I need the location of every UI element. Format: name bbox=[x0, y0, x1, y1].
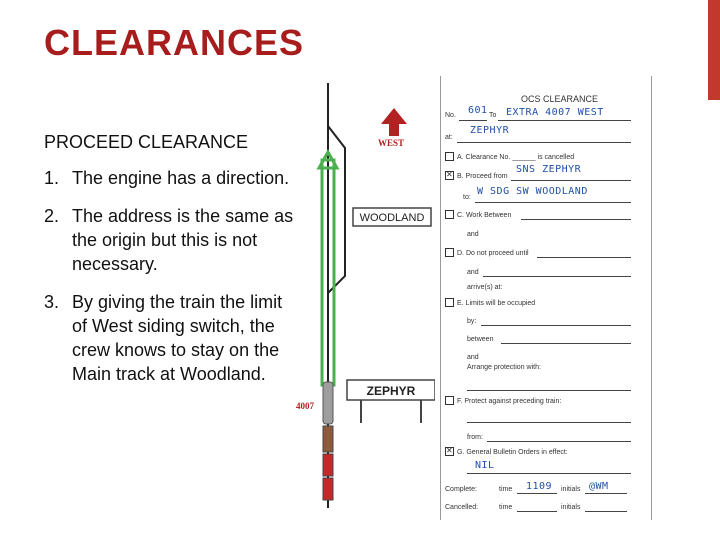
arrive-label: arrive(s) at: bbox=[467, 284, 503, 291]
cancel-initials-line bbox=[585, 511, 627, 512]
item-a-text: A. Clearance No. ______ is cancelled bbox=[457, 154, 575, 161]
train-car bbox=[323, 478, 333, 500]
woodland-sign-label: WOODLAND bbox=[359, 212, 425, 224]
list-item-text: By giving the train the limit of West siding switch, the crew knows to stay on the Main track at Woodland. bbox=[72, 292, 283, 384]
item-b-line bbox=[511, 180, 631, 181]
list-item-number: 1. bbox=[44, 168, 60, 188]
cancel-time-line bbox=[517, 511, 557, 512]
complete-initials-line bbox=[585, 493, 627, 494]
cancelled-label: Cancelled: bbox=[445, 504, 479, 511]
by-line bbox=[481, 325, 631, 326]
train-car bbox=[323, 426, 333, 452]
proceed-from-value: SNS ZEPHYR bbox=[516, 164, 582, 175]
list-item-text: The address is the same as the origin but this is not necessary. bbox=[72, 206, 294, 274]
complete-label: Complete: bbox=[445, 486, 477, 493]
west-label: WEST bbox=[378, 138, 405, 148]
complete-initials: @WM bbox=[589, 481, 609, 492]
clearance-form bbox=[440, 76, 652, 520]
item-d-text: D. Do not proceed until bbox=[457, 250, 529, 257]
list-item bbox=[44, 290, 294, 386]
cancel-time-label: time bbox=[499, 504, 513, 511]
cancel-initials-label: initials bbox=[561, 504, 581, 511]
accent-bar bbox=[708, 0, 720, 100]
bulletin-line bbox=[467, 473, 631, 474]
from-label: from: bbox=[467, 434, 483, 441]
form-header: OCS CLEARANCE bbox=[521, 94, 599, 104]
checkbox-c[interactable] bbox=[445, 210, 454, 219]
checkbox-b[interactable] bbox=[445, 171, 454, 180]
list-item-number: 3. bbox=[44, 292, 60, 312]
at-value: ZEPHYR bbox=[470, 125, 510, 136]
and-label: and bbox=[467, 231, 479, 238]
item-d-line bbox=[537, 257, 631, 258]
no-label: No. bbox=[445, 112, 456, 119]
checkbox-d[interactable] bbox=[445, 248, 454, 257]
and-label: and bbox=[467, 354, 479, 361]
list-item bbox=[44, 204, 294, 276]
item-c-text: C. Work Between bbox=[457, 212, 512, 219]
by-label: by: bbox=[467, 318, 477, 325]
bulletin-nil: NIL bbox=[475, 460, 495, 471]
between-label: between bbox=[467, 336, 494, 343]
to-line bbox=[498, 120, 631, 121]
list-item bbox=[44, 166, 294, 190]
checkbox-g[interactable] bbox=[445, 447, 454, 456]
track-diagram bbox=[295, 78, 435, 518]
slide-title: CLEARANCES bbox=[44, 22, 305, 63]
complete-time: 1109 bbox=[526, 481, 553, 492]
locomotive bbox=[323, 382, 333, 424]
zephyr-sign-label: ZEPHYR bbox=[366, 384, 416, 398]
list-item-number: 2. bbox=[44, 206, 60, 226]
points-list bbox=[44, 166, 294, 400]
to2-label: to: bbox=[463, 194, 471, 201]
list-item-text: The engine has a direction. bbox=[72, 168, 290, 188]
arrange-label: Arrange protection with: bbox=[467, 364, 541, 371]
and-line bbox=[483, 276, 631, 277]
arrange-line bbox=[467, 390, 631, 391]
item-b-text: B. Proceed from bbox=[457, 173, 508, 180]
at-label: at: bbox=[445, 134, 453, 141]
complete-time-label: time bbox=[499, 486, 513, 493]
complete-time-line bbox=[517, 493, 557, 494]
checkbox-f[interactable] bbox=[445, 396, 454, 405]
and-label: and bbox=[467, 269, 479, 276]
from-line bbox=[487, 441, 631, 442]
item-f-text: F. Protect against preceding train: bbox=[457, 398, 562, 405]
item-e-text: E. Limits will be occupied bbox=[457, 300, 536, 307]
item-g-text: G. General Bulletin Orders in effect: bbox=[457, 449, 568, 456]
checkbox-a[interactable] bbox=[445, 152, 454, 161]
no-line bbox=[459, 120, 487, 121]
siding-track bbox=[328, 126, 345, 293]
to2-line bbox=[475, 202, 631, 203]
train-car bbox=[323, 454, 333, 476]
item-c-line bbox=[521, 219, 631, 220]
to-value: EXTRA 4007 WEST bbox=[506, 107, 604, 118]
between-line bbox=[501, 343, 631, 344]
west-arrow-icon bbox=[381, 108, 407, 136]
at-line bbox=[457, 142, 631, 143]
proceed-to-value: W SDG SW WOODLAND bbox=[477, 186, 588, 197]
slide-subheading: PROCEED CLEARANCE bbox=[44, 132, 249, 152]
to-label: To bbox=[489, 112, 497, 119]
item-f-line bbox=[467, 422, 631, 423]
engine-number: 4007 bbox=[296, 401, 314, 411]
complete-initials-label: initials bbox=[561, 486, 581, 493]
checkbox-e[interactable] bbox=[445, 298, 454, 307]
clearance-number: 601 bbox=[468, 105, 488, 116]
